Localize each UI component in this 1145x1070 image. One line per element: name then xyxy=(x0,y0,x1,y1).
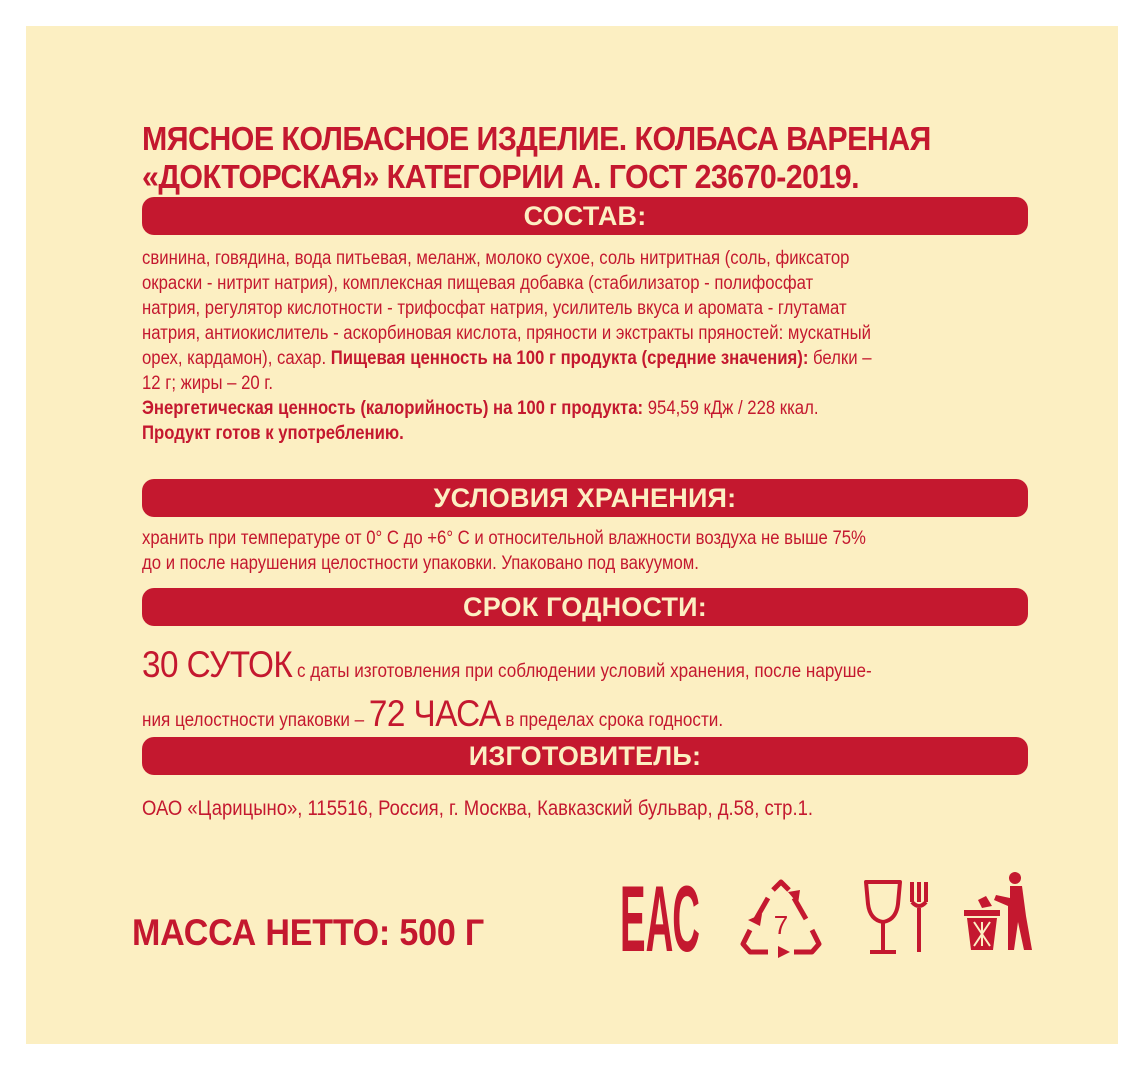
shelf-life-text1: с даты изготовления при соблюдении условий хранения, после наруше- xyxy=(292,661,872,682)
ready-line xyxy=(142,421,934,446)
product-title-line1: МЯСНОЕ КОЛБАСНОЕ ИЗДЕЛИЕ. КОЛБАСА ВАРЕНАЯ xyxy=(142,120,931,157)
recycle-7-icon xyxy=(738,878,824,958)
nutrition-label: Пищевая ценность на 100 г продукта (средние значения): xyxy=(330,348,809,369)
shelf-life-days: 30 СУТОК xyxy=(142,644,293,685)
manufacturer-header: ИЗГОТОВИТЕЛЬ: xyxy=(142,737,1028,775)
energy-value: 954,59 кДж / 228 ккал. xyxy=(643,398,819,419)
composition-line xyxy=(142,346,934,371)
storage-line: хранить при температуре от 0° С до +6° С и относительной влажности воздуха не выше 75% xyxy=(142,528,866,549)
shelf-life-text xyxy=(142,644,1042,742)
eac-mark-icon xyxy=(618,877,702,955)
composition-line: свинина, говядина, вода питьевая, меланж, молоко сухое, соль нитритная (соль, фиксатор xyxy=(142,248,850,269)
energy-line xyxy=(142,396,934,421)
composition-line: окраски - нитрит натрия), комплексная пищевая добавка (стабилизатор - полифосфат xyxy=(142,273,814,294)
shelf-life-line1 xyxy=(142,644,952,693)
composition-line: натрия, регулятор кислотности - трифосфат натрия, усилитель вкуса и аромата - глутамат xyxy=(142,298,847,319)
food-safe-icon xyxy=(862,878,932,956)
manufacturer-address: ОАО «Царицыно», 115516, Россия, г. Москва, Кавказский бульвар, д.58, стр.1. xyxy=(142,797,813,820)
product-title-line2: «ДОКТОРСКАЯ» КАТЕГОРИИ А. ГОСТ 23670-2019. xyxy=(142,158,860,195)
product-label xyxy=(26,26,1118,1044)
manufacturer-text xyxy=(142,796,1042,821)
shelf-life-text2: ния целостности упаковки – xyxy=(142,710,369,731)
shelf-life-text3: в пределах срока годности. xyxy=(500,710,724,731)
composition-line5-end: белки – xyxy=(808,348,872,369)
composition-text xyxy=(142,246,1042,446)
ready-text: Продукт готов к употреблению. xyxy=(142,423,404,444)
storage-text xyxy=(142,526,1042,576)
storage-line: до и после нарушения целостности упаковки. Упаковано под вакуумом. xyxy=(142,553,699,574)
product-title xyxy=(142,120,1042,196)
energy-label: Энергетическая ценность (калорийность) на 100 г продукта: xyxy=(142,398,644,419)
composition-line: натрия, антиокислитель - аскорбиновая кислота, пряности и экстракты пряностей: мускатный xyxy=(142,323,871,344)
trash-bin-icon xyxy=(964,870,1038,954)
composition-line: 12 г; жиры – 20 г. xyxy=(142,373,274,394)
recycle-number: 7 xyxy=(773,910,789,940)
shelf-life-header: СРОК ГОДНОСТИ: xyxy=(142,588,1028,626)
net-mass: МАССА НЕТТО: 500 Г xyxy=(132,912,484,953)
shelf-life-line2 xyxy=(142,693,952,742)
shelf-life-hours: 72 ЧАСА xyxy=(368,693,501,734)
composition-header: СОСТАВ: xyxy=(142,197,1028,235)
composition-line5-start: орех, кардамон), сахар. xyxy=(142,348,331,369)
storage-header: УСЛОВИЯ ХРАНЕНИЯ: xyxy=(142,479,1028,517)
eac-mark-text: ЕАС xyxy=(620,877,700,955)
